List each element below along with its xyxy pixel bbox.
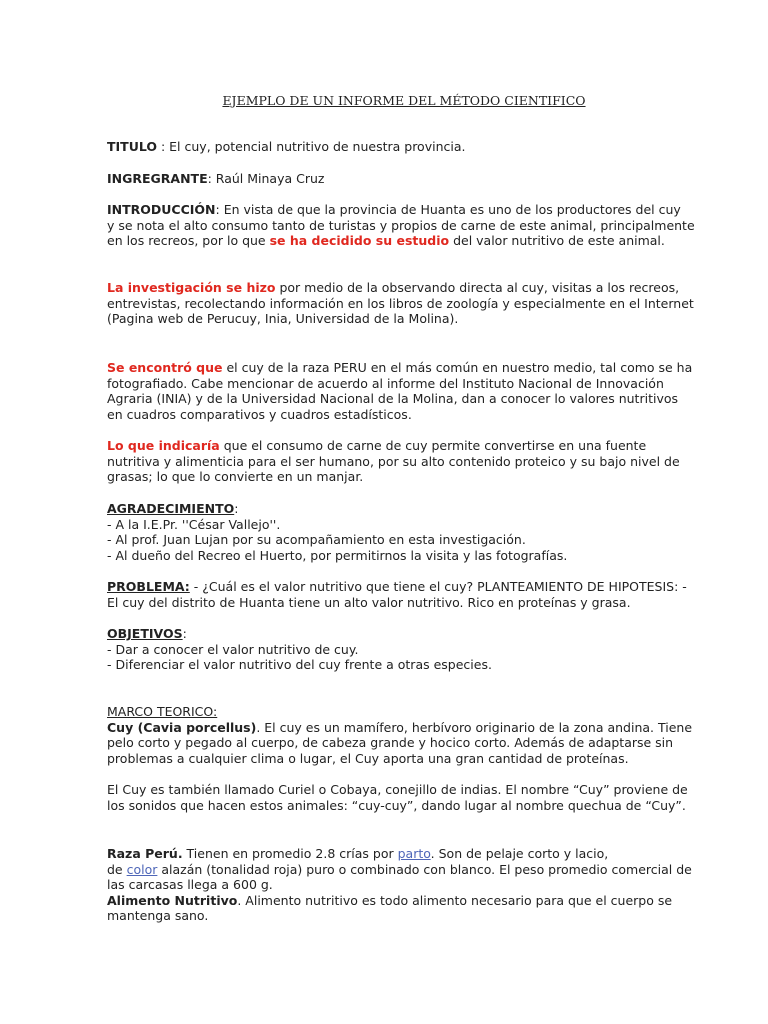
introduccion-section: [107, 202, 707, 249]
marco-line: pelo corto y pegado al cuerpo, de cabeza grande y hocico corto. Además de adaptarse sin: [107, 735, 674, 751]
marco-section: [107, 704, 707, 766]
indicaria-section: [107, 438, 707, 485]
alimento-term: Alimento Nutritivo: [107, 892, 238, 908]
raza-line: Tienen en promedio 2.8 crías por: [182, 846, 398, 861]
raza-term: Raza Perú.: [107, 846, 183, 861]
marco-heading: MARCO TEORICO:: [107, 704, 218, 719]
cuy-names-paragraph: [107, 782, 707, 813]
highlight-text: Se encontró que: [107, 360, 223, 375]
raza-section: [107, 846, 707, 924]
encontro-line: en cuadros comparativos y cuadros estadísticos.: [107, 406, 412, 422]
objetivos-heading: OBJETIVOS: [107, 626, 183, 641]
introduccion-label: INTRODUCCIÓN: [107, 202, 216, 217]
titulo-text: : El cuy, potencial nutritivo de nuestra provincia.: [157, 139, 466, 154]
highlight-text: se ha decidido su estudio: [269, 233, 450, 249]
indicaria-line: nutritiva y alimenticia para el ser humano, por su alto contenido proteico y su bajo nivel de: [107, 453, 680, 469]
list-item: - Al prof. Juan Lujan por su acompañamiento en esta investigación.: [107, 532, 526, 548]
marco-line: los sonidos que hacen estos animales: “cuy-cuy”, dando lugar al nombre quechua de “Cuy”.: [107, 797, 686, 813]
investigacion-line: entrevistas, recolectando información en los libros de zoología y especialmente en el Internet: [107, 295, 694, 311]
encontro-line: el cuy de la raza PERU en el más común en nuestro medio, tal como se ha: [222, 360, 693, 375]
list-item: - Al dueño del Recreo el Huerto, por permitirnos la visita y las fotografías.: [107, 547, 568, 563]
problema-line: - ¿Cuál es el valor nutritivo que tiene el cuy? PLANTEAMIENTO DE HIPOTESIS: -: [189, 579, 687, 594]
marco-line: . El cuy es un mamífero, herbívoro originario de la zona andina. Tiene: [256, 719, 693, 735]
investigacion-line: (Pagina web de Perucuy, Inia, Universidad de la Molina).: [107, 311, 459, 327]
alimento-line: . Alimento nutritivo es todo alimento necesario para que el cuerpo se: [237, 892, 673, 908]
integrante-label: INGREGRANTE: [107, 171, 208, 186]
raza-line: de: [107, 861, 127, 877]
highlight-text: La investigación se hizo: [107, 280, 276, 295]
encontro-line: fotografiado. Cabe mencionar de acuerdo al informe del Instituto Nacional de Innovación: [107, 375, 664, 391]
encontro-section: [107, 360, 707, 422]
encontro-line: Agraria (INIA) y de la Universidad Nacional de la Molina, dan a conocer lo valores nutritivos: [107, 391, 679, 407]
introduccion-line: en los recreos, por lo que: [107, 233, 270, 249]
list-item: - Dar a conocer el valor nutritivo de cuy.: [107, 641, 359, 657]
cuy-term: Cuy (Cavia porcellus): [107, 719, 257, 735]
problema-section: [107, 579, 707, 610]
parto-link[interactable]: parto: [397, 846, 431, 861]
problema-line: El cuy del distrito de Huanta tiene un alto valor nutritivo. Rico en proteínas y grasa.: [107, 594, 631, 610]
marco-line: problemas a cualquier clima o lugar, el Cuy aporta una gran cantidad de proteínas.: [107, 750, 629, 766]
objetivos-section: [107, 626, 707, 673]
indicaria-line: grasas; lo que lo convierte en un manjar.: [107, 469, 364, 485]
problema-heading: PROBLEMA:: [107, 579, 190, 594]
investigacion-section: [107, 280, 707, 327]
raza-line: . Son de pelaje corto y lacio,: [430, 846, 609, 861]
color-link[interactable]: color: [126, 861, 158, 877]
highlight-text: Lo que indicaría: [107, 438, 220, 453]
marco-line: El Cuy es también llamado Curiel o Cobaya, conejillo de indias. El nombre “Cuy” proviene de: [107, 782, 688, 797]
introduccion-line: : En vista de que la provincia de Huanta es uno de los productores del cuy: [215, 202, 681, 217]
list-item: - A la I.E.Pr. ''César Vallejo''.: [107, 516, 281, 532]
document-title: EJEMPLO DE UN INFORME DEL MÉTODO CIENTIFICO: [222, 93, 586, 108]
introduccion-line: del valor nutritivo de este animal.: [449, 233, 665, 249]
heading-colon: :: [234, 501, 239, 516]
agradecimiento-heading: AGRADECIMIENTO: [107, 501, 235, 516]
heading-colon: :: [182, 626, 187, 641]
raza-line: las carcasas llega a 600 g.: [107, 877, 273, 893]
list-item: - Diferenciar el valor nutritivo del cuy frente a otras especies.: [107, 657, 492, 673]
alimento-line: mantenga sano.: [107, 908, 209, 924]
integrante-text: : Raúl Minaya Cruz: [207, 171, 325, 186]
introduccion-line: y se nota el alto consumo tanto de turistas y propios de carne de este animal, principalmente: [107, 217, 695, 233]
titulo-section: [107, 139, 707, 155]
integrante-section: [107, 171, 707, 187]
titulo-label: TITULO: [107, 139, 157, 154]
investigacion-line: por medio de la observando directa al cuy, visitas a los recreos,: [275, 280, 680, 295]
agradecimiento-section: [107, 501, 707, 563]
indicaria-line: que el consumo de carne de cuy permite convertirse en una fuente: [219, 438, 647, 453]
raza-line: alazán (tonalidad roja) puro o combinado con blanco. El peso promedio comercial de: [157, 861, 692, 877]
